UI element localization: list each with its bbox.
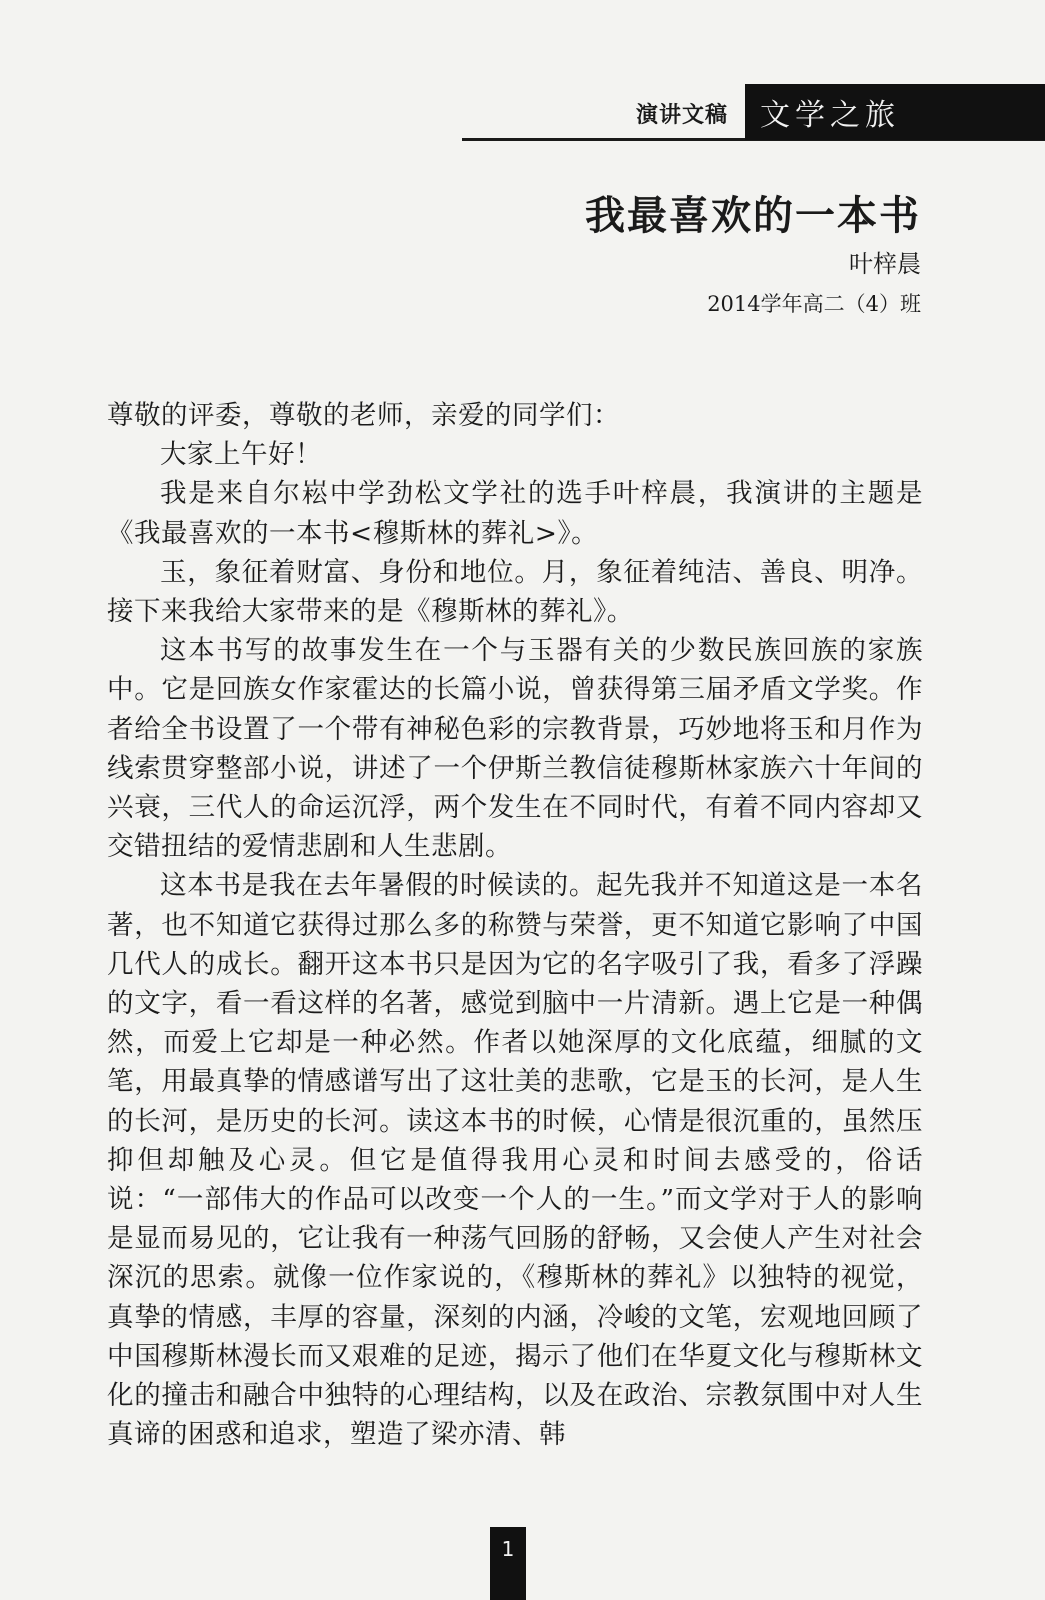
paragraph-reading-experience: 这本书是我在去年暑假的时候读的。起先我并不知道这是一本名著，也不知道它获得过那么多的称赞与荣誉，更不知道它影响了中国几代人的成长。翻开这本书只是因为它的名字吸引了我，看多了浮躁的文字，看一看这样的名著，感觉到脑中一片清新。遇上它是一种偶然，而爱上它却是一种必然。作者以她深厚的文化底蕴，细腻的文笔，用最真挚的情感谱写出了这壮美的悲歌，它是玉的长河，是人生的长河，是历史的长河。读这本书的时候，心情是很沉重的，虽然压抑但却触及心灵。但它是值得我用心灵和时间去感受的，俗话说：“一部伟大的作品可以改变一个人的一生。”而文学对于人的影响是显而易见的，它让我有一种荡气回肠的舒畅，又会使人产生对社会深沉的思索。就像一位作家说的，《穆斯林的葬礼》以独特的视觉，真挚的情感，丰厚的容量，深刻的内涵，冷峻的文笔，宏观地回顾了中国穆斯林漫长而又艰难的足迹，揭示了他们在华夏文化与穆斯林文化的撞击和融合中独特的心理结构，以及在政治、宗教氛围中对人生真谛的困惑和追求，塑造了梁亦清、韩 bbox=[107, 870, 923, 1451]
section-label: 演讲文稿 bbox=[635, 103, 728, 128]
page-number-box bbox=[490, 1527, 526, 1600]
page-number: 1 bbox=[501, 1537, 515, 1561]
paragraph-jade-moon: 玉，象征着财富、身份和地位。月，象征着纯洁、善良、明净。接下来我给大家带来的是《穆斯林的葬礼》。 bbox=[107, 556, 923, 628]
salutation: 尊敬的评委，尊敬的老师，亲爱的同学们： bbox=[107, 400, 620, 431]
author-class-info: 2014学年高二（4）班 bbox=[707, 292, 921, 316]
paragraph-introduction: 我是来自尔崧中学劲松文学社的选手叶梓晨，我演讲的主题是《我最喜欢的一本书<穆斯林的葬礼>》。 bbox=[107, 478, 923, 549]
article-title: 我最喜欢的一本书 bbox=[585, 193, 921, 239]
article-author: 叶梓晨 bbox=[849, 250, 921, 278]
article-body bbox=[107, 396, 923, 1454]
paragraph-greeting: 大家上午好！ bbox=[160, 439, 322, 471]
column-title: 文学之旅 bbox=[760, 98, 900, 133]
paragraph-book-summary: 这本书写的故事发生在一个与玉器有关的少数民族回族的家族中。它是回族女作家霍达的长篇小说，曾获得第三届矛盾文学奖。作者给全书设置了一个带有神秘色彩的宗教背景，巧妙地将玉和月作为线索贯穿整部小说，讲述了一个伊斯兰教信徒穆斯林家族六十年间的兴衰，三代人的命运沉浮，两个发生在不同时代，有着不同内容却又交错扭结的爱情悲剧和人生悲剧。 bbox=[107, 635, 923, 863]
column-title-box bbox=[745, 84, 1045, 140]
